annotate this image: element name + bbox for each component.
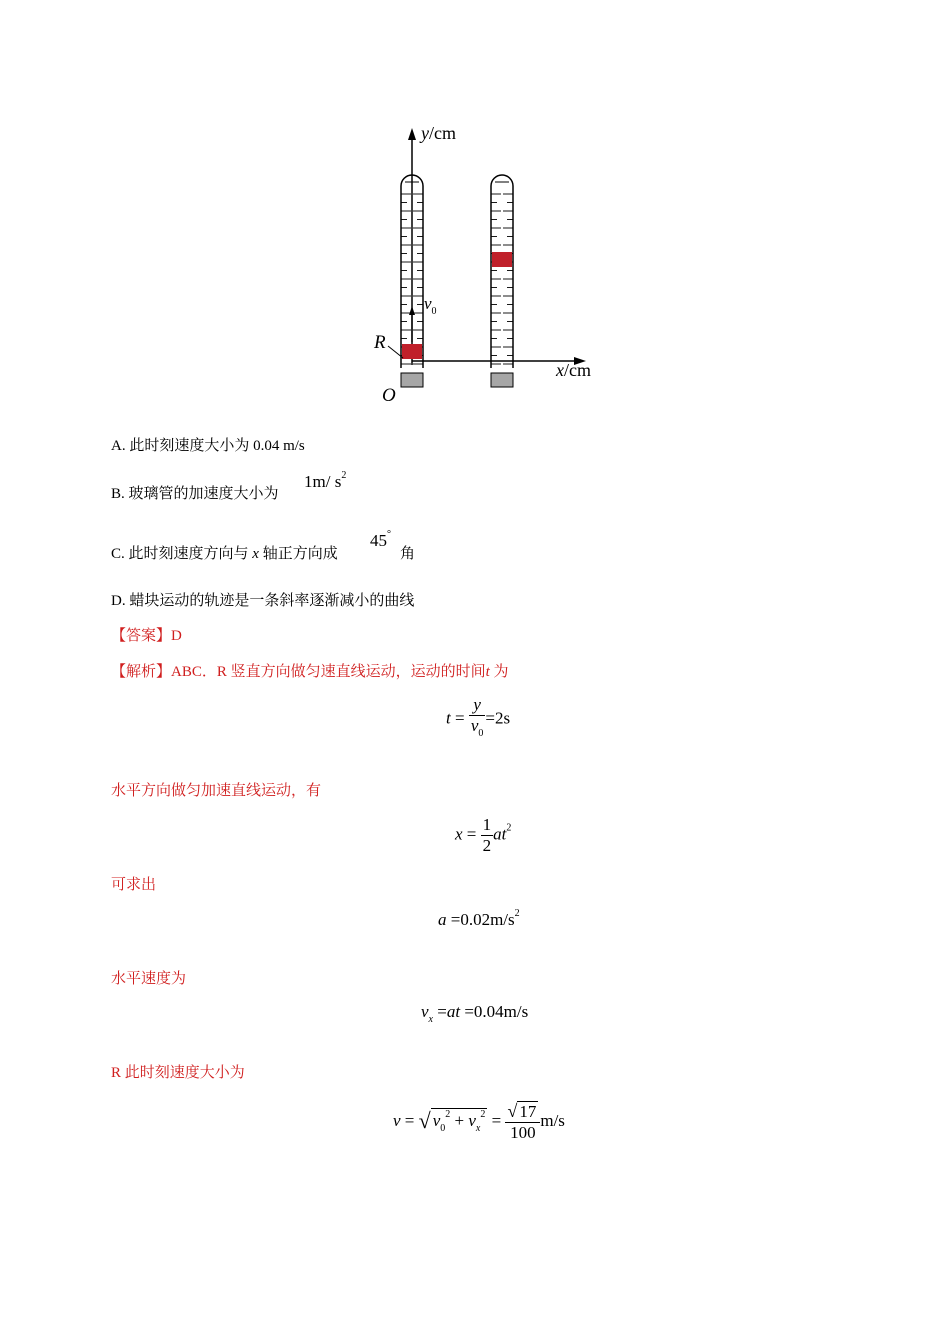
left-stopper [401, 373, 423, 387]
right-stopper [491, 373, 513, 387]
equation-speed: v = √ $v_0^2 + v_x^2$ = $\frac{√ 17}{100}$ m/s [393, 1101, 565, 1142]
v0-arrow-head [409, 306, 415, 315]
y-axis-label: y/cm [421, 123, 456, 143]
right-tube [491, 175, 513, 387]
y-axis-arrow [408, 128, 416, 140]
option-a: A. 此时刻速度大小为 0.04 m/s [111, 438, 305, 454]
option-b: B. 玻璃管的加速度大小为 [111, 486, 279, 502]
analysis-horizontal: 水平方向做匀加速直线运动，有 [111, 783, 322, 799]
left-wax-block [402, 344, 422, 359]
option-c-angle: 45° [370, 529, 391, 550]
option-c-suffix: 角 [400, 546, 416, 562]
analysis-horizontal-speed: 水平速度为 [111, 971, 187, 987]
origin-label: O [382, 385, 396, 406]
equation-acceleration: $a =0.02m/s^2$ [438, 908, 520, 929]
option-d: D. 蜡块运动的轨迹是一条斜率逐渐减小的曲线 [111, 593, 415, 609]
analysis-intro: 【解析】ABC．R 竖直方向做匀速直线运动，运动的时间t 为 [111, 664, 509, 680]
equation-displacement: x = $\frac{1}{2}$ $at^2$ [455, 815, 512, 855]
equation-horizontal-speed: $v_x =at =0.04m/s$ [421, 1002, 529, 1025]
option-b-math: 1m/ $s^2$ [304, 470, 347, 491]
x-axis-label: x/cm [556, 360, 591, 380]
equation-time: t = $\frac{y}{v_0}$ =2s [446, 695, 511, 739]
r-label: R [374, 332, 386, 353]
right-wax-block [492, 252, 512, 267]
answer-line: 【答案】D [111, 628, 182, 644]
analysis-solve: 可求出 [111, 877, 157, 893]
analysis-speed: R 此时刻速度大小为 [111, 1065, 245, 1081]
v0-label: $v_0$ [424, 294, 437, 317]
option-c: C. 此时刻速度方向与 x 轴正方向成 [111, 546, 338, 562]
